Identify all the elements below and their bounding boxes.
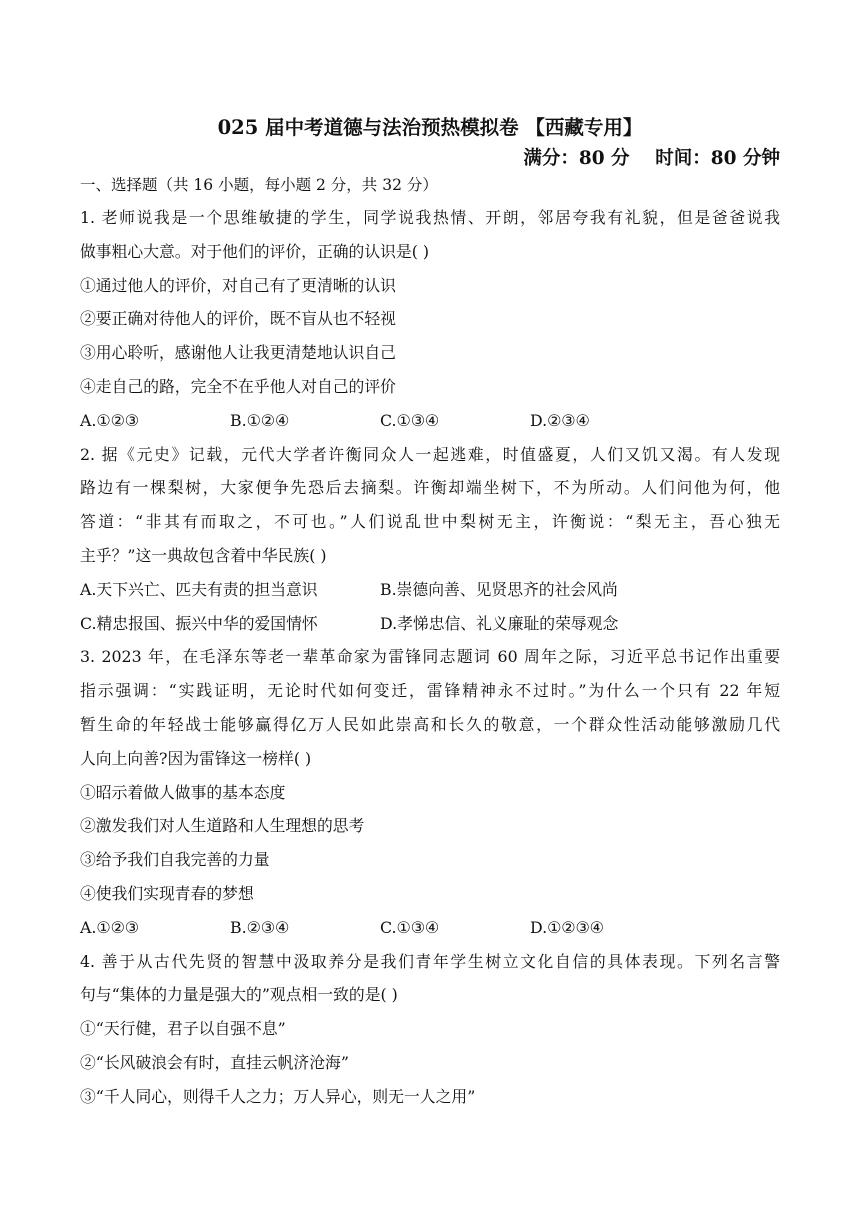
option-b: B.②③④: [230, 917, 290, 937]
answer-options: [80, 404, 780, 438]
statement-item: ④使我们实现青春的梦想: [80, 883, 254, 903]
question-stem-line: 做事粗心大意。对于他们的评价，正确的认识是( ): [80, 241, 430, 261]
question-stem-line: 答道：“非其有而取之，不可也。”人们说乱世中梨树无主，许衡说：“梨无主，吾心独无: [80, 512, 780, 532]
answer-options: [80, 911, 780, 945]
statement-item: ④走自己的路，完全不在乎他人对自己的评价: [80, 376, 396, 396]
statement-item: ①昭示着做人做事的基本态度: [80, 782, 286, 802]
option-d: D.孝悌忠信、礼义廉耻的荣辱观念: [380, 613, 619, 633]
question-stem-line: 主乎？”这一典故包含着中华民族( ): [80, 545, 327, 565]
question-stem-line: 指示强调：“实践证明，无论时代如何变迁，雷锋精神永不过时。”为什么一个只有 22 年短: [80, 681, 780, 701]
score-time-info: 满分：80 分 时间：80 分钟: [523, 148, 780, 169]
option-a: A.天下兴亡、匹夫有责的担当意识: [80, 579, 318, 599]
question-stem-line: 暂生命的年轻战士能够赢得亿万人民如此崇高和长久的敬意，一个群众性活动能够激励几代: [80, 714, 780, 734]
statement-item: ③“千人同心，则得千人之力；万人异心，则无一人之用”: [80, 1086, 476, 1106]
statement-item: ②激发我们对人生道路和人生理想的思考: [80, 816, 365, 836]
exam-title: 025 届中考道德与法治预热模拟卷 【西藏专用】: [217, 116, 643, 139]
question-stem-line: 人向上向善?因为雷锋这一榜样( ): [80, 748, 312, 768]
statement-item: ①通过他人的评价，对自己有了更清晰的认识: [80, 275, 396, 295]
question-stem-line: 路边有一棵梨树，大家便争先恐后去摘梨。许衡却端坐树下，不为所动。人们问他为何，他: [80, 478, 780, 498]
statement-item: ③用心聆听，感谢他人让我更清楚地认识自己: [80, 343, 396, 363]
option-a: A.①②③: [80, 410, 139, 430]
option-b: B.崇德向善、见贤思齐的社会风尚: [380, 579, 618, 599]
question-stem-line: 4. 善于从古代先贤的智慧中汲取养分是我们青年学生树立文化自信的具体表现。下列名言警: [80, 951, 780, 971]
option-c: C.①③④: [380, 410, 440, 430]
option-d: D.②③④: [530, 410, 590, 430]
statement-item: ②“长风破浪会有时，直挂云帆济沧海”: [80, 1052, 349, 1072]
statement-item: ③给予我们自我完善的力量: [80, 850, 270, 870]
statement-item: ②要正确对待他人的评价，既不盲从也不轻视: [80, 309, 396, 329]
question-2: [80, 438, 780, 641]
question-stem-line: 2. 据《元史》记载，元代大学者许衡同众人一起逃难，时值盛夏，人们又饥又渴。有人发现: [80, 444, 780, 464]
question-stem-line: 句与“集体的力量是强大的”观点相一致的是( ): [80, 985, 398, 1005]
question-stem-line: 1. 老师说我是一个思维敏捷的学生，同学说我热情、开朗，邻居夸我有礼貌，但是爸爸说我: [80, 208, 780, 227]
question-4: [80, 945, 780, 1114]
question-stem-line: 3. 2023 年，在毛泽东等老一辈革命家为雷锋同志题词 60 周年之际，习近平总书记作出重要: [80, 647, 780, 667]
answer-options: [80, 607, 780, 641]
option-d: D.①②③④: [530, 917, 604, 937]
question-1: [80, 201, 780, 438]
option-c: C.精忠报国、振兴中华的爱国情怀: [80, 613, 318, 633]
statement-item: ①“天行健，君子以自强不息”: [80, 1019, 286, 1039]
question-3: [80, 640, 780, 944]
answer-options: [80, 573, 780, 607]
option-c: C.①③④: [380, 917, 440, 937]
option-a: A.①②③: [80, 917, 139, 937]
questions-area: [80, 201, 780, 1114]
section-heading: 一、选择题（共 16 小题，每小题 2 分，共 32 分）: [80, 176, 438, 194]
option-b: B.①②④: [230, 410, 290, 430]
